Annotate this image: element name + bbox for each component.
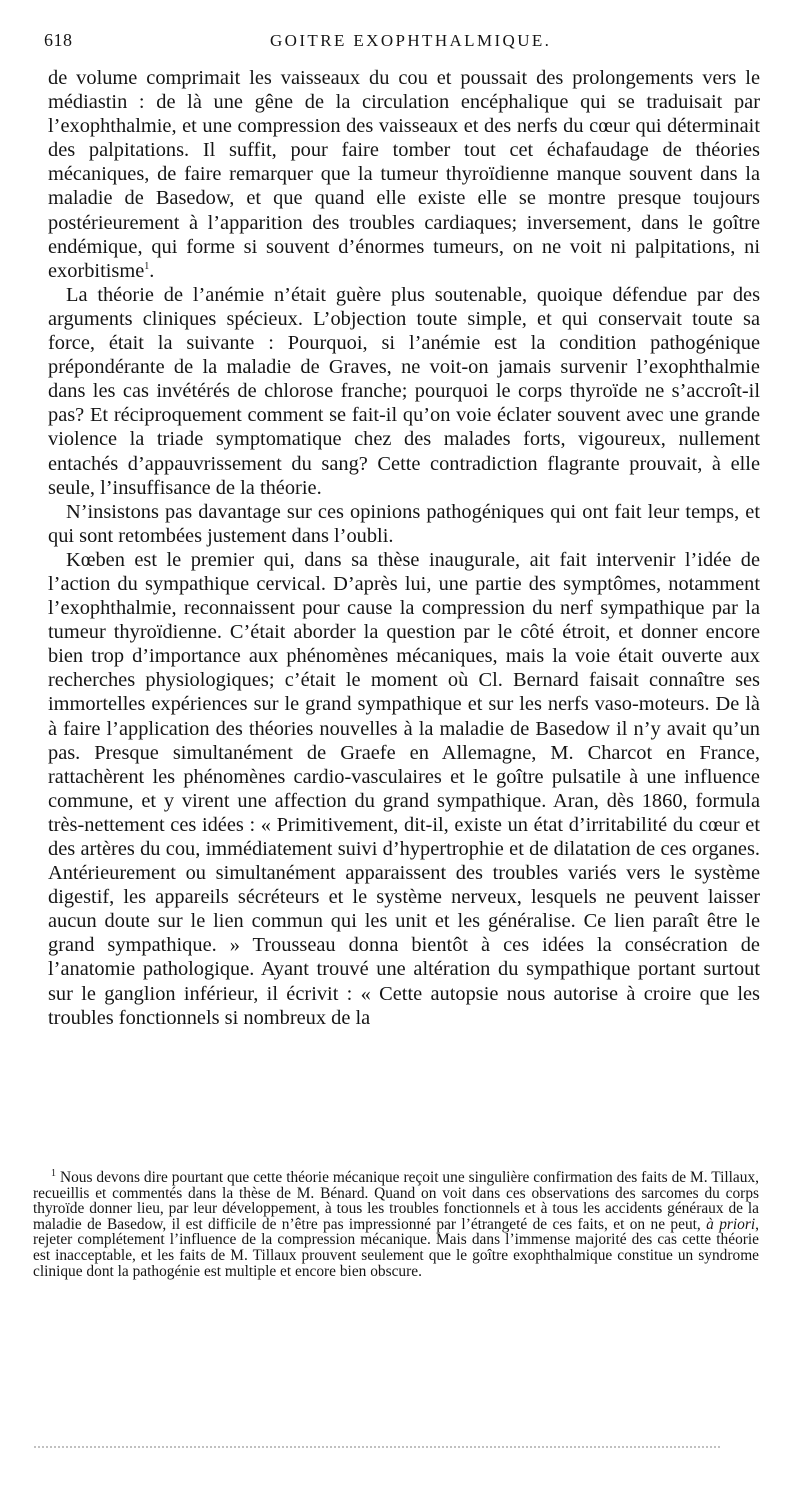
main-text <box>48 66 760 1030</box>
footnote-text-after-italic: , rejeter complétement l’influence de la compression mécanique. Mais dans l’immense majorité des cas cette théorie est inacceptable, et les faits de M. Tillaux prouvent seulement que le goître exophthalmique constitue un syndrome clinique dont la pathogénie est multiple et encore bien obscure. <box>33 1215 759 1280</box>
paragraph-1 <box>48 66 760 283</box>
page-header <box>44 30 756 56</box>
footnote-reference: 1 <box>144 260 150 272</box>
footnotes <box>33 1167 759 1280</box>
paragraph-2: La théorie de l’anémie n’était guère plus soutenable, quoique défendue par des arguments cliniques spécieux. L’objection toute simple, et qui conservait toute sa force, était la suivante : Pourquoi, si l’anémie est la condition pathogénique prépondérante de la maladie de Graves, ne voit-on jamais survenir l’exophthalmie dans les cas invétérés de chlorose franche; pourquoi le corps thyroïde ne s’accroît-il pas? Et réciproquement comment se fait-il qu’on voie éclater souvent avec une grande violence la triade symptomatique chez des malades forts, vigoureux, nullement entachés d’appauvrissement du sang? Cette contradiction flagrante prouvait, à elle seule, l’insuffisance de la théorie. <box>48 283 760 499</box>
footnote-1 <box>33 1167 759 1280</box>
paragraph-4: Kœben est le premier qui, dans sa thèse inaugurale, ait fait intervenir l’idée de l’action du sympathique cervical. D’après lui, une partie des symptômes, notamment l’exophthalmie, reconnaissent pour cause la compression du nerf sympathique par la tumeur thyroïdienne. C’était aborder la question par le côté étroit, et donner encore bien trop d’importance aux phénomènes mécaniques, mais la voie était ouverte aux recherches physiologiques; c’était le moment où Cl. Bernard faisait connaître ses immortelles expériences sur le grand sympathique et sur les nerfs vaso-moteurs. De là à faire l’application des théories nouvelles à la maladie de Basedow il n’y avait qu’un pas. Presque simultanément de Graefe en Allemagne, M. Charcot en France, rattachèrent les phénomènes cardio-vasculaires et le goître pulsatile à une influence commune, et y virent une affection du grand sympathique. Aran, dès 1860, formula très-nettement ces idées : « Primitivement, dit-il, existe un état d’irritabilité du cœur et des artères du cou, immédiatement suivi d’hypertrophie et de dilatation de ces organes. Antérieurement ou simultanément apparaissent des troubles variés vers le système digestif, les appareils sécréteurs et le système nerveux, lesquels ne peuvent laisser aucun doute sur le lien commun qui les unit et les généralise. Ce lien paraît être le grand sympathique. » Trousseau donna bientôt à ces idées la consécration de l’anatomie pathologique. Ayant trouvé une altération du sympathique portant surtout sur le ganglion inférieur, il écrivit : « Cette autopsie nous autorise à croire que les troubles fonctionnels si nombreux de la <box>48 548 760 1029</box>
page-number: 618 <box>44 30 73 50</box>
paragraph-3: N’insistons pas davantage sur ces opinions pathogéniques qui ont fait leur temps, et qui sont retombées justement dans l’oubli. <box>48 500 760 547</box>
footnote-italic-text: à priori <box>706 1215 756 1233</box>
paragraph-1-text: de volume comprimait les vaisseaux du cou et poussait des prolongements vers le médiastin : de là une gêne de la circulation encéphalique qui se traduisait par l’exophthalmie, et une compression des vaisseaux et des nerfs du cœur qui déterminait des palpitations. Il suffit, pour faire tomber tout cet échafaudage de théories mécaniques, de faire remarquer que la tumeur thyroïdienne manque souvent dans la maladie de Basedow, et que quand elle existe elle se montre presque toujours postérieurement à l’apparition des troubles cardiaques; inversement, dans le goître endémique, qui forme si souvent d’énormes tumeurs, on ne voit ni palpitations, ni exorbitisme <box>48 67 760 282</box>
footnote-mark: 1 <box>51 1167 56 1179</box>
footnote-text-before-italic: Nous devons dire pourtant que cette théorie mécanique reçoit une singulière confirmation des faits de M. Tillaux, recueillis et commentés dans la thèse de M. Bénard. Quand on voit dans ces observations des sarcomes du corps thyroïde donner lieu, par leur développement, à tous les troubles fonctionnels et à tous les accidents généraux de la maladie de Basedow, il est difficile de n’être pas impressionné par l’étrangeté de ces faits, et on ne peut, <box>33 1169 759 1233</box>
bottom-print-rule <box>34 1446 720 1448</box>
running-title: GOITRE EXOPHTHALMIQUE. <box>270 31 552 50</box>
paragraph-1-end: . <box>149 259 155 282</box>
